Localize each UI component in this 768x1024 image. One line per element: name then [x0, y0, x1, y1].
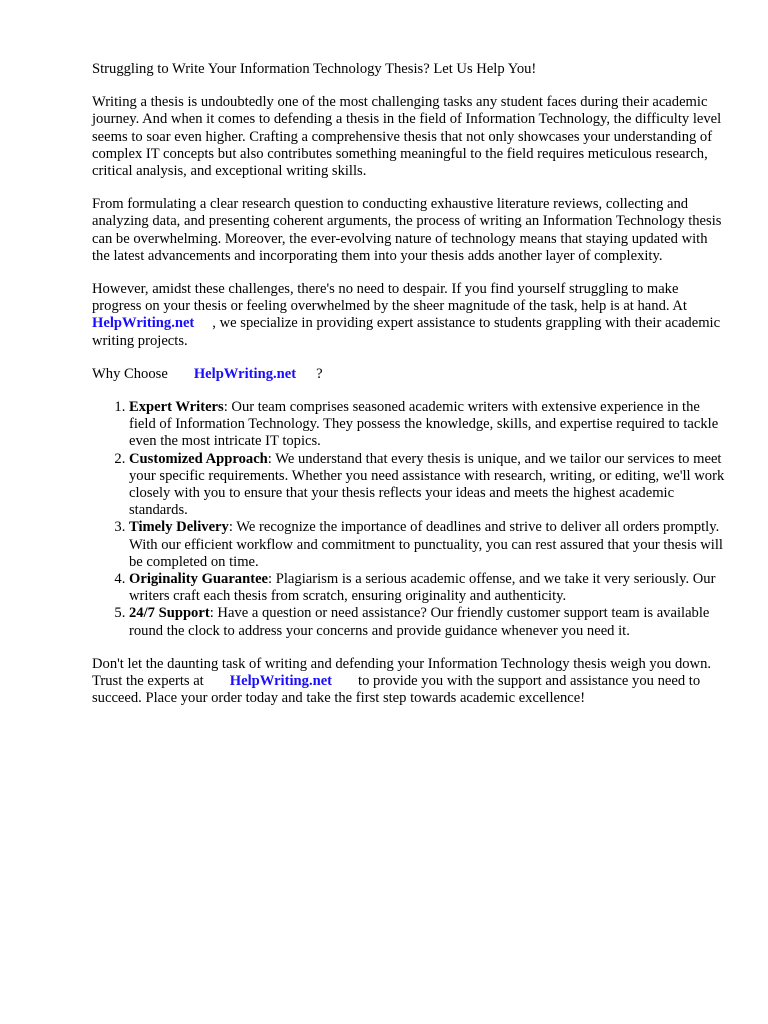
list-item [129, 571, 728, 605]
reason-term: 24/7 Support [129, 605, 210, 622]
help-paragraph-at: At [672, 298, 687, 315]
closing-after: to provide you with the support and assistance you need to succeed. Place your order today and take the first step towards academic excellence! [92, 673, 701, 707]
closing-paragraph [92, 656, 728, 708]
reason-term: Customized Approach [129, 450, 268, 467]
why-choose-heading [92, 366, 728, 383]
list-item [129, 399, 728, 451]
process-paragraph: From formulating a clear research question to conducting exhaustive literature reviews, collecting and analyzing data, and presenting coherent arguments, the process of writing an Information Technology thesis can be overwhelming. Moreover, the ever-evolving nature of technology means that staying updated with the latest advancements and incorporating them into your thesis adds another layer of complexity. [92, 196, 722, 264]
reason-term: Expert Writers [129, 399, 224, 416]
list-item [129, 519, 728, 571]
reason-text: : We understand that every thesis is unique, and we tailor our services to meet your specific requirements. Whether you need assistance with research, writing, or editing, we'll work closely with you to ensure that your thesis reflects your ideas and meets the highest academic standards. [129, 450, 725, 519]
reason-text: : Have a question or need assistance? Our friendly customer support team is available round the clock to address your concerns and provide guidance whenever you need it. [129, 605, 710, 639]
help-paragraph-text: However, amidst these challenges, there's no need to despair. If you find yourself struggling to make progress on your thesis or feeling overwhelmed by the sheer magnitude of the task, help is at hand. [92, 281, 679, 315]
helpwriting-link-1[interactable]: HelpWriting.net [92, 315, 195, 332]
reason-text: : We recognize the importance of deadlines and strive to deliver all orders promptly. With our efficient workflow and commitment to punctuality, you can rest assured that your thesis will be completed on time. [129, 519, 723, 570]
intro-paragraph: Writing a thesis is undoubtedly one of the most challenging tasks any student faces during their academic journey. And when it comes to defending a thesis in the field of Information Technology, the difficulty level seems to soar even higher. Crafting a comprehensive thesis that not only showcases your understanding of complex IT concepts but also contributes something meaningful to the field requires meticulous research, critical analysis, and exceptional writing skills. [92, 94, 722, 180]
document-title: Struggling to Write Your Information Technology Thesis? Let Us Help You! [92, 61, 537, 77]
reason-term: Originality Guarantee [129, 571, 269, 588]
closing-before: Don't let the daunting task of writing and defending your Information Technology thesis weigh you down. Trust the experts at [92, 655, 712, 690]
list-item [129, 605, 728, 639]
reason-term: Timely Delivery [129, 519, 229, 536]
list-item [129, 451, 728, 520]
help-paragraph-after: , we specialize in providing expert assistance to students grappling with their academic writing projects. [92, 315, 721, 349]
reason-text: : Plagiarism is a serious academic offense, and we take it very seriously. Our writers craft each thesis from scratch, ensuring originality and authenticity. [129, 571, 716, 605]
helpwriting-link-3[interactable]: HelpWriting.net [229, 673, 333, 690]
reason-text: : Our team comprises seasoned academic writers with extensive experience in the field of Information Technology. They possess the knowledge, skills, and expertise required to tackle even the most intricate IT topics. [129, 399, 719, 450]
helpwriting-link-2[interactable]: HelpWriting.net [193, 365, 297, 382]
document-page [92, 61, 728, 724]
why-choose-prefix: Why Choose [92, 365, 168, 382]
why-choose-suffix: ? [316, 365, 323, 382]
reasons-list [92, 399, 728, 640]
help-paragraph [92, 281, 728, 350]
